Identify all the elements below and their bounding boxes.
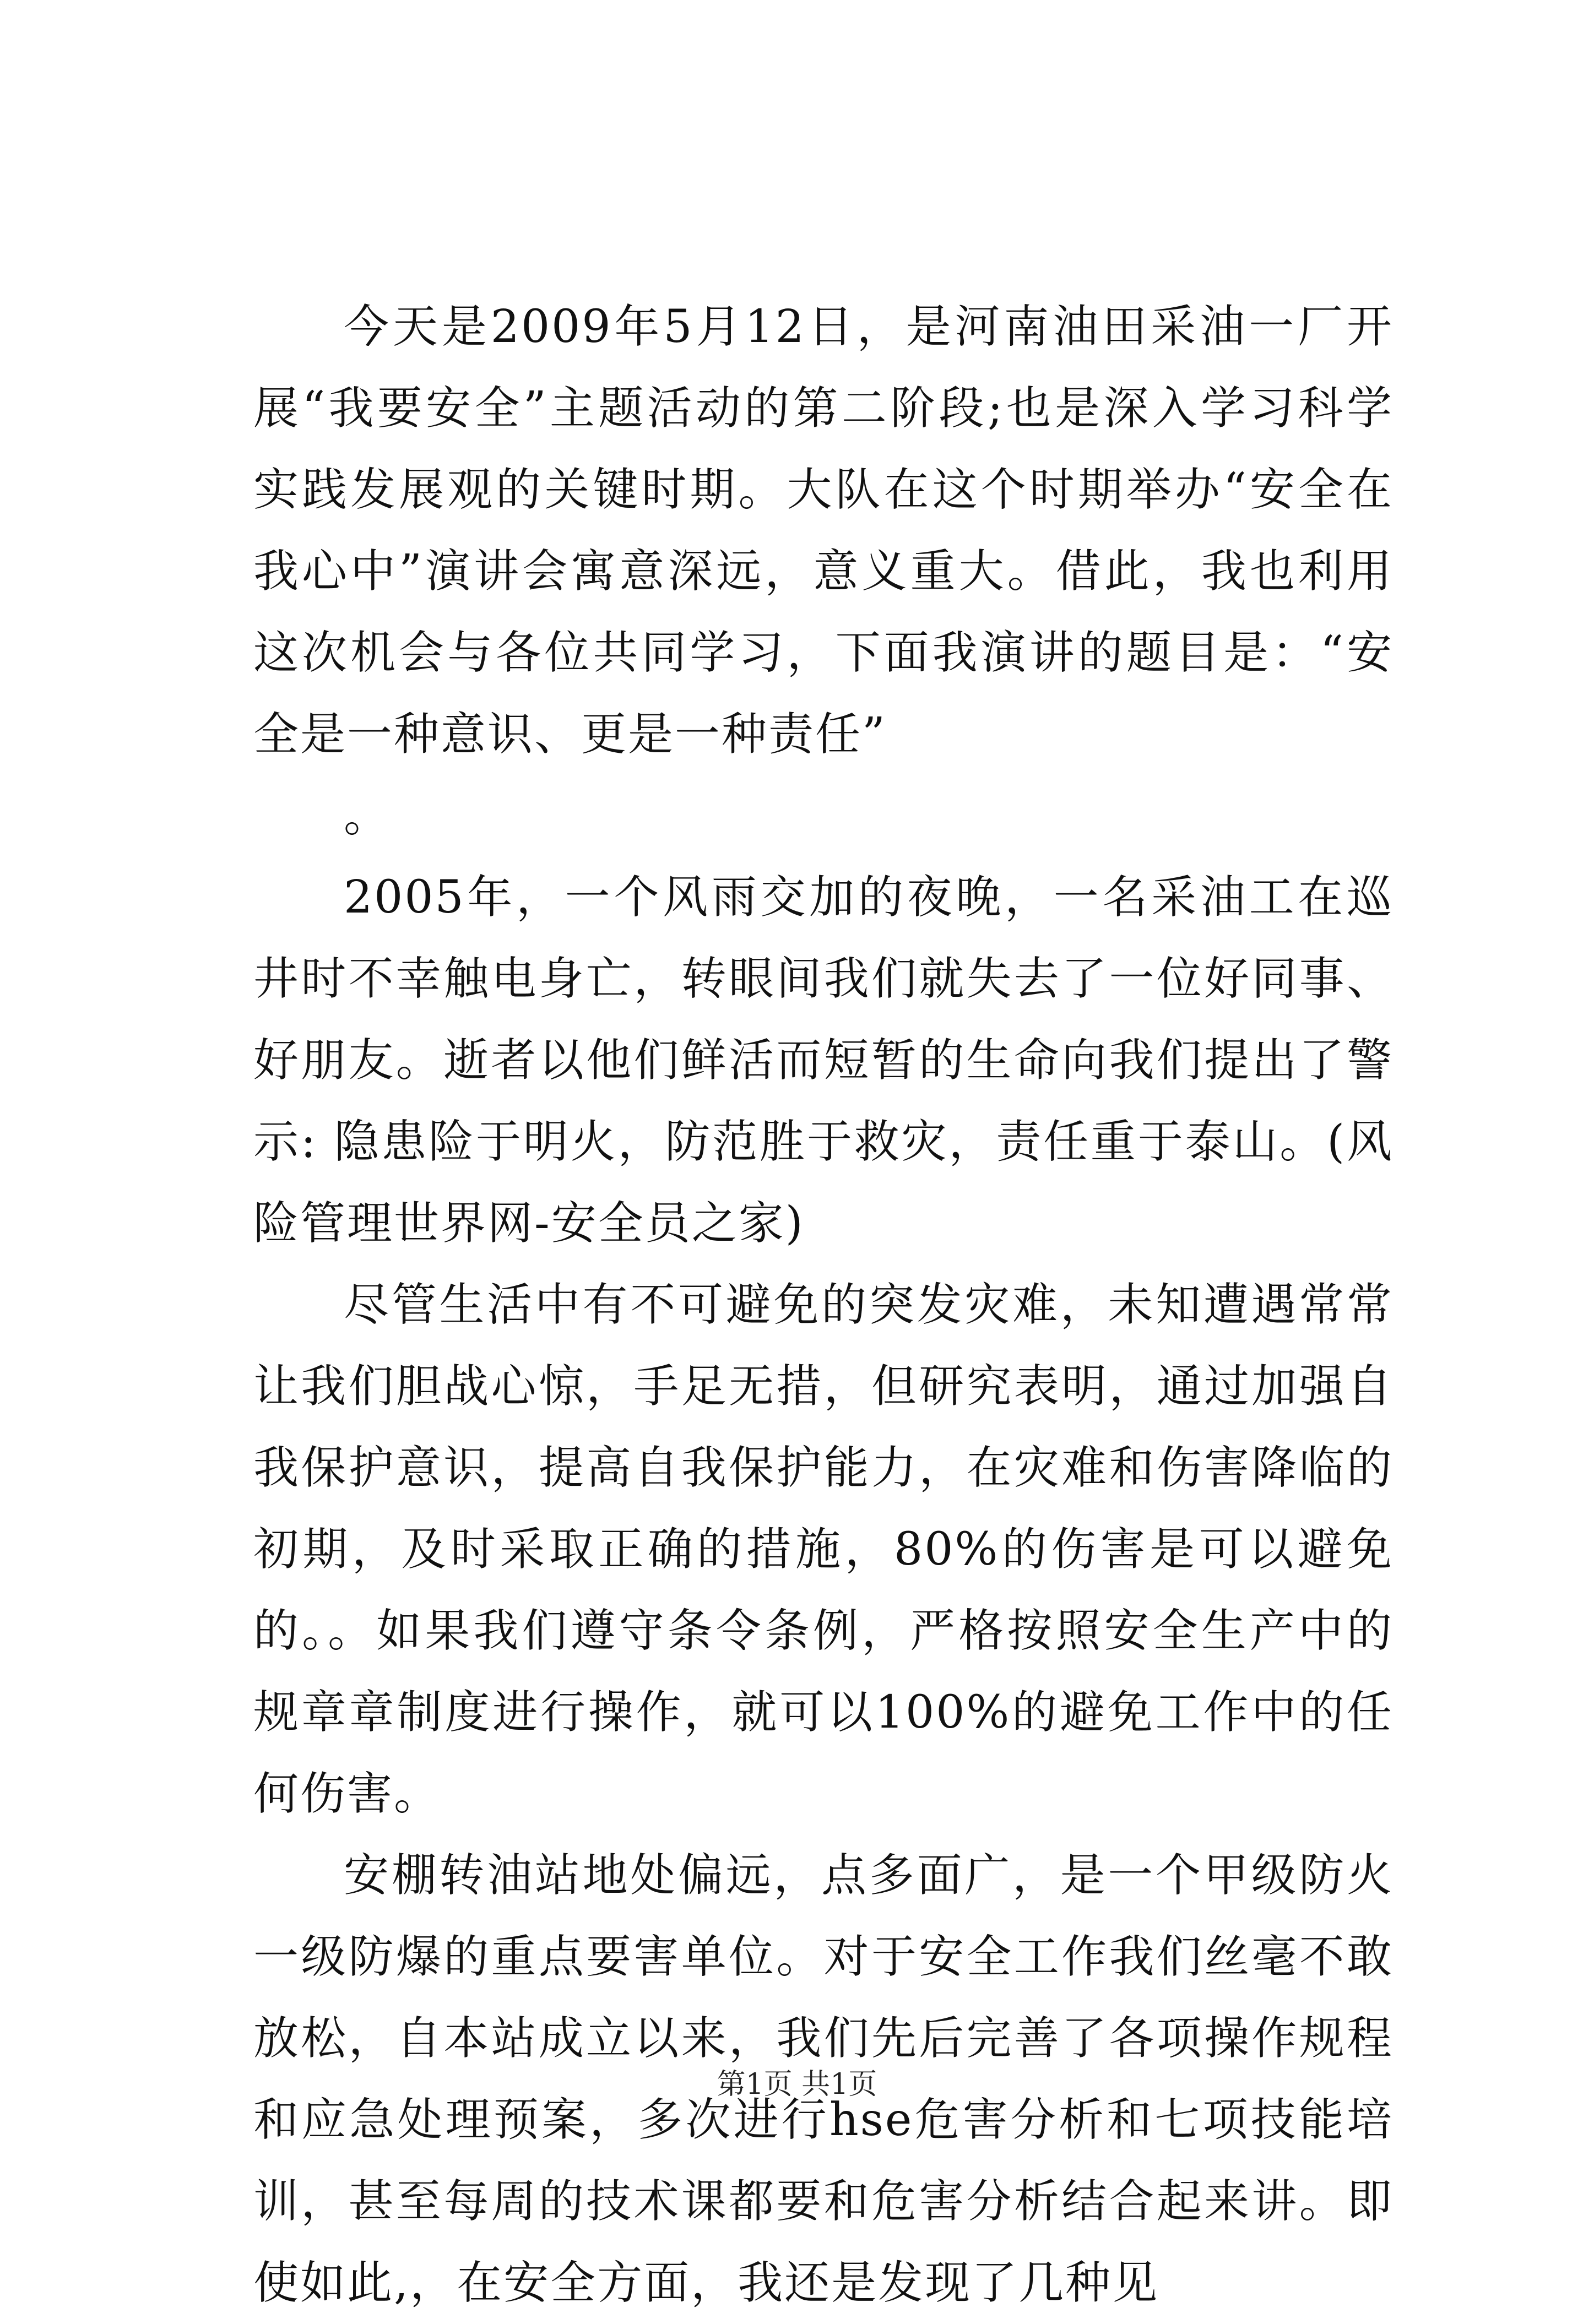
paragraph-period: 。: [344, 790, 391, 842]
paragraph-accident: 2005年，一个风雨交加的夜晚，一名采油工在巡井时不幸触电身亡，转眼间我们就失去了一位好同事、好朋友。逝者以他们鲜活而短暂的生命向我们提出了警示: 隐患险于明火，防范胜于救灾，责任重于泰山。(风险管理世界网-安全员之家): [253, 871, 1394, 1250]
document-body: [253, 286, 1394, 2324]
page-footer: [0, 2065, 1594, 2104]
page-number-label: 第1页 共1页: [717, 2068, 877, 2101]
paragraph-research: 尽管生活中有不可避免的突发灾难，未知遭遇常常让我们胆战心惊，手足无措，但研究表明，通过加强自我保护意识，提高自我保护能力，在灾难和伤害降临的初期，及时采取正确的措施，80%的伤害是可以避免的。。如果我们遵守条令条例，严格按照安全生产中的规章章制度进行操作，就可以100%的避免工作中的任何伤害。: [253, 1279, 1394, 1820]
paragraph-station: 安棚转油站地处偏远，点多面广，是一个甲级防火一级防爆的重点要害单位。对于安全工作我们丝毫不敢放松，自本站成立以来，我们先后完善了各项操作规程和应急处理预案，多次进行hse危害分析和七项技能培训，甚至每周的技术课都要和危害分析结合起来讲。即使如此,，在安全方面，我还是发现了几种见: [253, 1849, 1394, 2309]
paragraph-intro: 今天是2009年5月12日，是河南油田采油一厂开展“我要安全”主题活动的第二阶段;也是深入学习科学实践发展观的关键时期。大队在这个时期举办“安全在我心中”演讲会寓意深远，意义重大。借此，我也利用这次机会与各位共同学习，下面我演讲的题目是：“安全是一种意识、更是一种责任”: [253, 301, 1394, 761]
